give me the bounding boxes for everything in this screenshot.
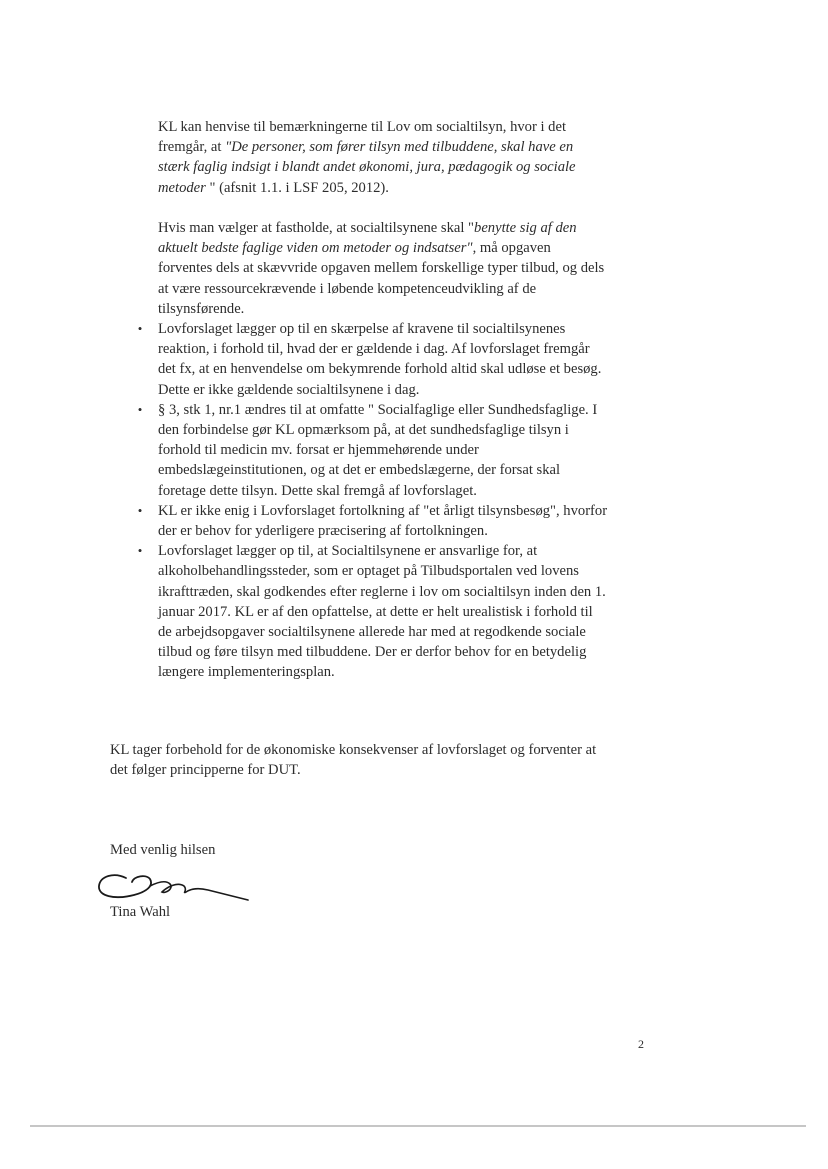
bullet-item [137,400,608,501]
paragraph-1-lead: KL kan henvise til bemærkningerne til Lov om socialtilsyn, hvor i det fremgår, at [158,119,567,156]
closing-paragraph: KL tager forbehold for de økonomiske konsekvenser af lovforslaget og forventer at det følger principperne for DUT. [110,742,597,779]
bullet-icon: • [137,401,143,417]
paragraph-2-lead: Hvis man vælger at fastholde, at socialtilsynene skal " [158,220,475,236]
signer-name: Tina Wahl [110,904,171,920]
bullet-icon: • [137,502,143,518]
bullet-icon: • [137,321,143,336]
bullet-text: Lovforslaget lægger op til en skærpelse af kravene til socialtilsynenes reaktion, i forhold til, hvad der er gældende i dag. Af lovforslaget fremgår det fx, at en henvendelse om bekymrende forhold altid skal udløse et besøg. Dette er ikke gældende socialtilsynene i dag. [158,321,602,398]
bullet-item [137,541,608,682]
paragraph-2-tail: , må opgaven forventes dels at skævvride opgaven mellem forskellige typer tilbud, og dels at være ressourcekrævende i løbende kompetenceudvikling af de tilsynsførende. [158,240,605,317]
bullet-item [137,319,608,400]
bullet-text: Lovforslaget lægger op til, at Socialtilsynene er ansvarlige for, at alkoholbehandlingssteder, som er optaget på Tilbudsportalen ved lovens ikrafttræden, skal godkendes efter reglerne i lov om socialtilsyn inden den 1. januar 2017. KL er af den opfattelse, at dette er helt urealistisk i forhold til de arbejdsopgaver socialtilsynene allerede har med at regodkende sociale tilbud og føre tilsyn med tilbuddene. Der er derfor behov for en betydelig længere implementeringsplan. [158,543,606,681]
paragraph-reference-remarks [158,117,608,198]
paragraph-1-tail: " (afsnit 1.1. i LSF 205, 2012). [205,179,389,196]
bullet-icon: • [137,543,143,559]
bullet-text: KL er ikke enig i Lovforslaget fortolkning af "et årligt tilsynsbesøg", hvorfor der er behov for yderligere præcisering af fortolkningen. [158,502,608,540]
paragraph-professional-knowledge [158,218,608,319]
bullet-text: § 3, stk 1, nr.1 ændres til at omfatte " Socialfaglige eller Sundhedsfaglige. I den forbindelse gør KL opmærksom på, at det sundhedsfaglige tilsyn i forhold til medicin mv. forsat er hjemmehørende under embedslægeinstitutionen, og at det er embedslægerne, der forsat skal foretage dette tilsyn. Dette skal fremgå af lovforslaget. [158,401,598,499]
handwritten-signature [96,866,256,906]
paragraph-2-quote: benytte sig af den aktuelt bedste faglige viden om metoder og indsatser" [158,220,577,257]
paragraph-1-quote: "De personer, som fører tilsyn med tilbuddene, skal have en stærk faglig indsigt i blandt andet økonomi, jura, pædagogik og sociale metoder [158,139,576,196]
greeting: Med venlig hilsen [110,842,216,858]
bullet-item [137,501,608,541]
bullet-list [137,319,608,683]
page-number: 2 [638,1037,644,1051]
scan-edge-line [30,1125,806,1127]
